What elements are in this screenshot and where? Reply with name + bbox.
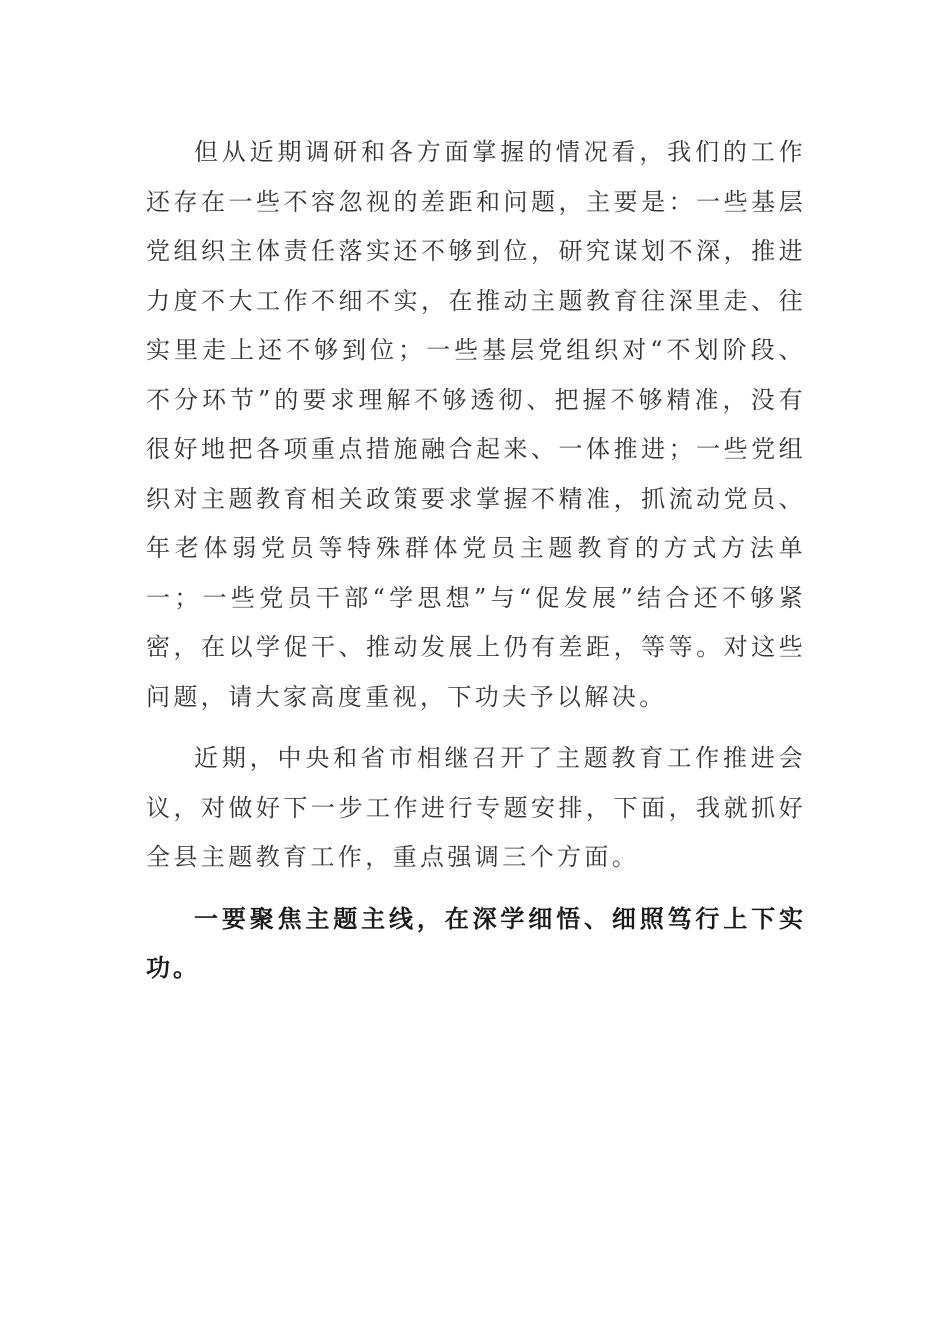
body-paragraph-meeting: 近期，中央和省市相继召开了主题教育工作推进会议，对做好下一步工作进行专题安排，下面，我就抓好全县主题教育工作，重点强调三个方面。 bbox=[146, 744, 806, 871]
document-body bbox=[146, 128, 806, 994]
body-paragraph-problems: 但从近期调研和各方面掌握的情况看，我们的工作还存在一些不容忽视的差距和问题，主要是：一些基层党组织主体责任落实还不够到位，研究谋划不深，推进力度不大工作不细不实，在推动主题教育往深里走、往实里走上还不够到位；一些基层党组织对“不划阶段、不分环节”的要求理解不够透彻、把握不够精准，没有很好地把各项重点措施融合起来、一体推进；一些党组织对主题教育相关政策要求掌握不精准，抓流动党员、年老体弱党员等特殊群体党员主题教育的方式方法单一；一些党员干部“学思想”与“促发展”结合还不够紧密，在以学促干、推动发展上仍有差距，等等。对这些问题，请大家高度重视，下功夫予以解决。 bbox=[146, 138, 806, 711]
section-heading-first-point: 一要聚焦主题主线，在深学细悟、细照笃行上下实功。 bbox=[146, 904, 806, 982]
